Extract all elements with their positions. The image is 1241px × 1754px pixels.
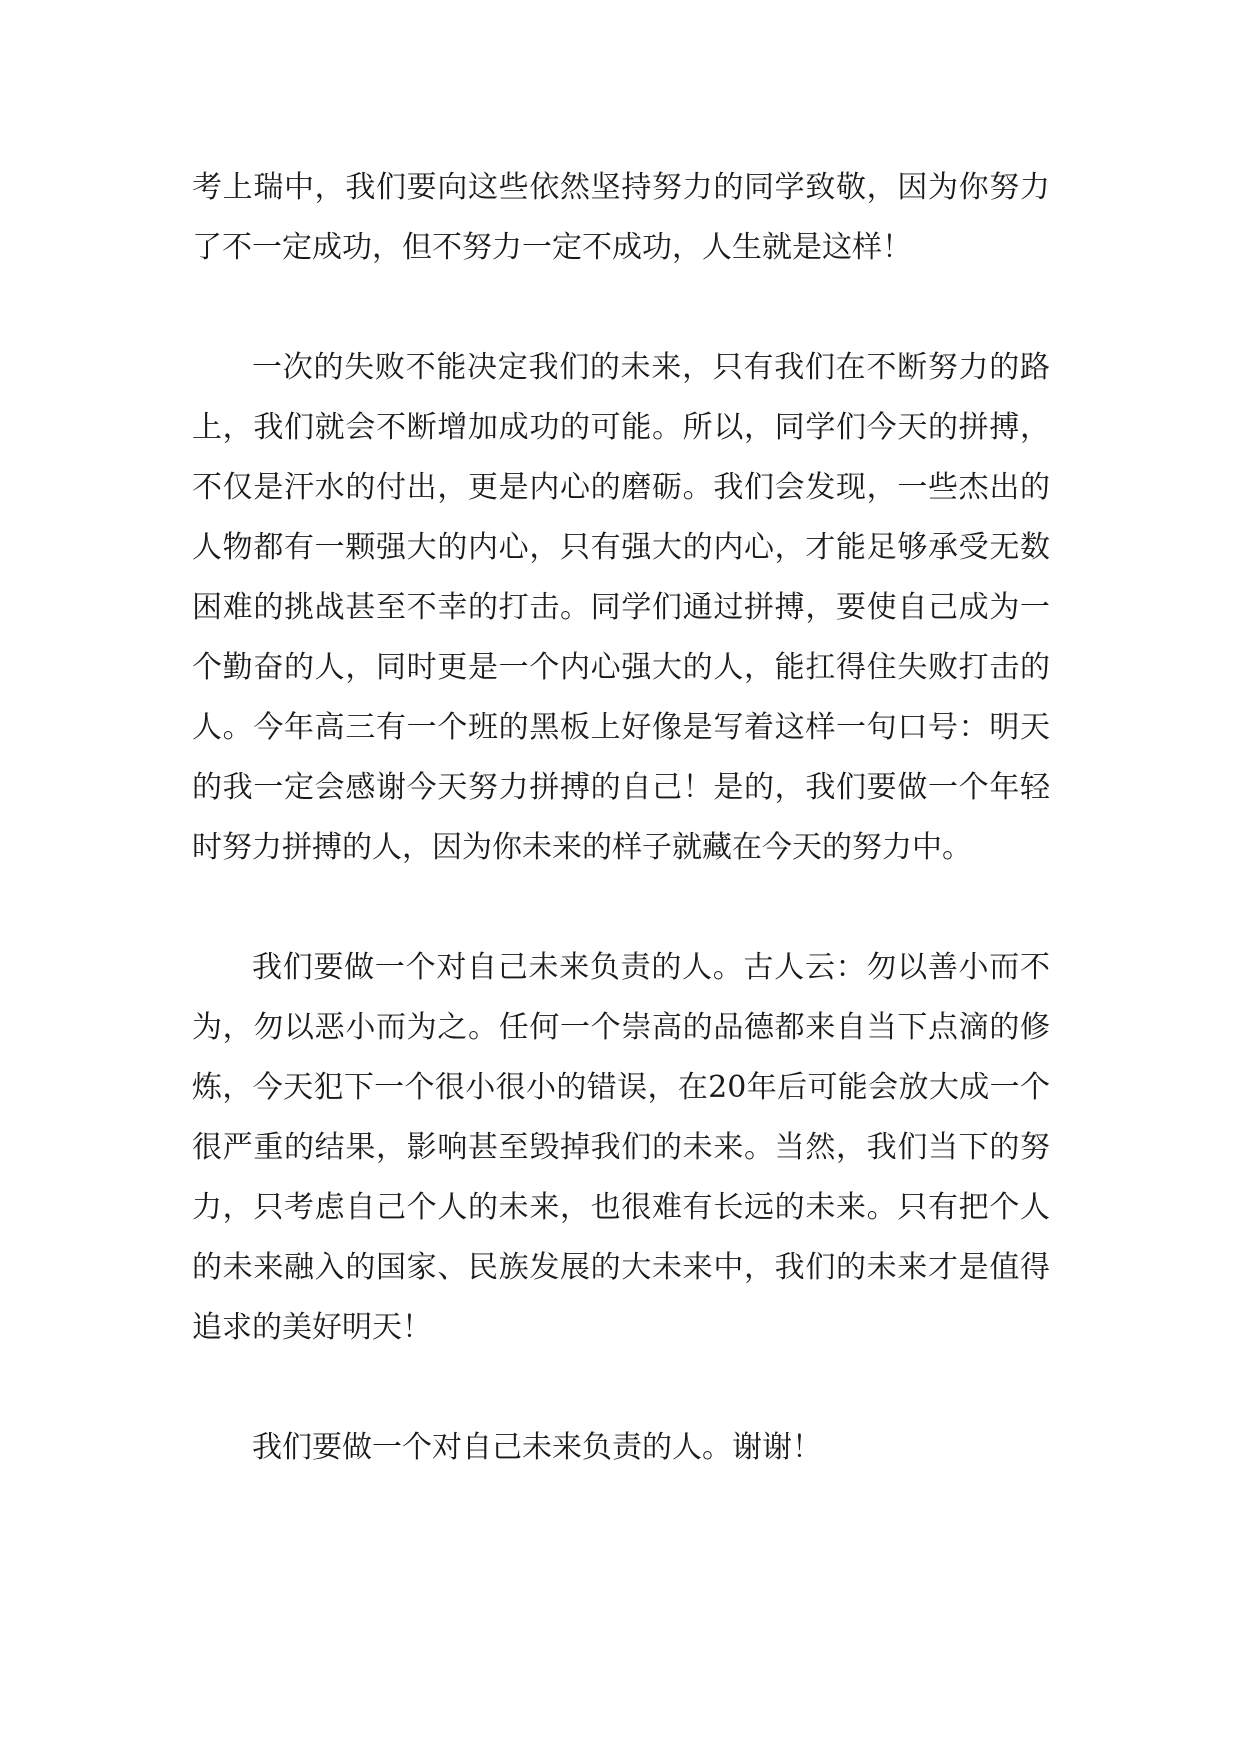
paragraph-2: 一次的失败不能决定我们的未来，只有我们在不断努力的路上，我们就会不断增加成功的可能。所以，同学们今天的拼搏，不仅是汗水的付出，更是内心的磨砺。我们会发现，一些杰出的人物都有一颗强大的内心，只有强大的内心，才能足够承受无数困难的挑战甚至不幸的打击。同学们通过拼搏，要使自己成为一个勤奋的人，同时更是一个内心强大的人，能扛得住失败打击的人。今年高三有一个班的黑板上好像是写着这样一句口号：明天的我一定会感谢今天努力拼搏的自己！是的，我们要做一个年轻时努力拼搏的人，因为你未来的样子就藏在今天的努力中。 [192, 350, 1050, 865]
paragraph-4: 我们要做一个对自己未来负责的人。谢谢！ [252, 1430, 822, 1465]
paragraph-3: 我们要做一个对自己未来负责的人。古人云：勿以善小而不为，勿以恶小而为之。任何一个崇高的品德都来自当下点滴的修炼，今天犯下一个很小很小的错误，在20年后可能会放大成一个很严重的结果，影响甚至毁掉我们的未来。当然，我们当下的努力，只考虑自己个人的未来，也很难有长远的未来。只有把个人的未来融入的国家、民族发展的大未来中，我们的未来才是值得追求的美好明天！ [192, 950, 1050, 1345]
paragraph-1: 考上瑞中，我们要向这些依然坚持努力的同学致敬，因为你努力了不一定成功，但不努力一定不成功，人生就是这样！ [192, 170, 1050, 265]
document-body [192, 158, 1050, 1538]
